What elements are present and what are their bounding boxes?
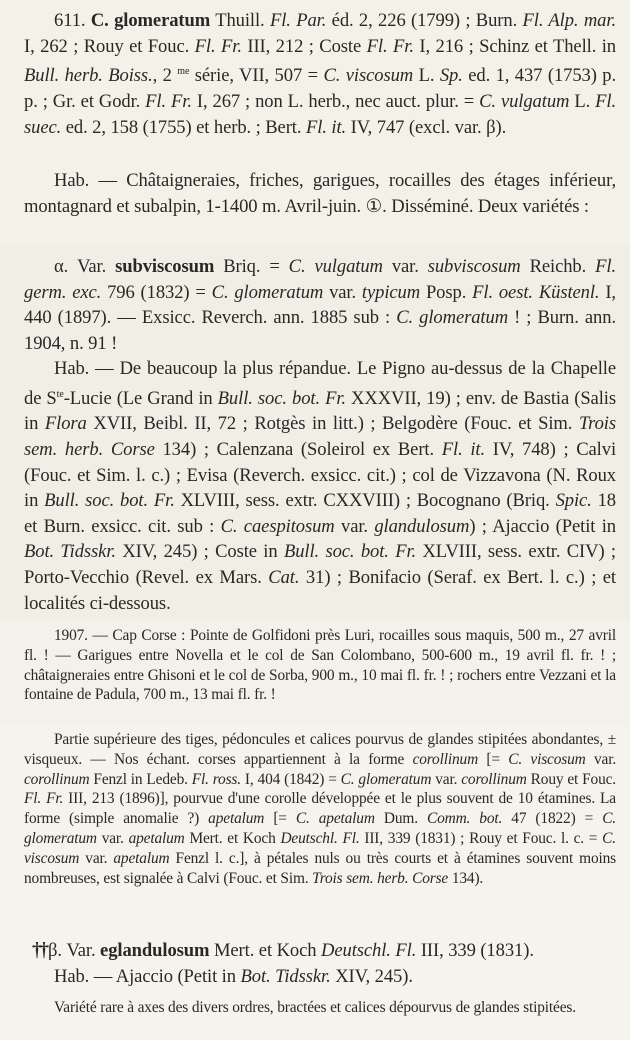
variety-beta-paragraph: †† β. Var. eglandulosum Mert. et Koch Deutschl. Fl. III, 339 (1831). [32, 939, 534, 961]
forms-note: Partie supérieure des tiges, pédoncules et calices pourvus de glandes stipitées abondantes, ± visqueux. — Nos échant. corses appartiennent à la forme corollinum [= C. viscosum var. corollinum Fenzl in Ledeb. Fl. ross. I, 404 (1842) = C. glomeratum var. corollinum Rouy et Fouc. Fl. Fr. III, 213 (1896)], pourvue d'une corolle développée et le plus souvent de 10 étamines. La forme (simple anomalie ?) apetalum [= C. apetalum Dum. Comm. bot. 47 (1822) = C. glomeratum var. apetalum Mert. et Koch Deutschl. Fl. III, 339 (1831) ; Rouy et Fouc. l. c. = C. viscosum var. apetalum Fenzl l. c.], à pétales nuls ou très courts et à étamines souvent moins nombreuses, est signalée à Calvi (Fouc. et Sim. Trois sem. herb. Corse 134). [24, 731, 617, 887]
observations-1907: 1907. — Cap Corse : Pointe de Golfidoni près Luri, rocailles sous maquis, 500 m., 27 avril fl. ! — Garigues entre Novella et le col de San Colombano, 500-600 m., 19 avril fl. fr. ! ; châtaigneraies entre Ghisoni et le col de Sorba, 900 m., 10 mai fl. fr. ! ; rochers entre Vezzani et la fontaine de Padula, 700 m., 13 mai fl. fr. ! [24, 627, 616, 704]
variety-alpha-paragraph: α. Var. subviscosum Briq. = C. vulgatum var. subviscosum Reichb. Fl. germ. exc. 796 (1832) = C. glomeratum var. typicum Posp. Fl. oest. Küstenl. I, 440 (1897). — Exsicc. Reverch. ann. 1885 sub : C. glomeratum ! ; Burn. ann. 1904, n. 91 ! [24, 256, 616, 354]
variety-beta-habitat: Hab. — Ajaccio (Petit in Bot. Tidsskr. XIV, 245). [54, 966, 413, 987]
double-dagger-mark: †† [32, 939, 48, 961]
variety-beta-note: Variété rare à axes des divers ordres, bractées et calices dépourvus de glandes stipitées. [54, 999, 576, 1016]
habitat-paragraph: Hab. — Châtaigneraies, friches, garigues, rocailles des étages inférieur, montagnard et subalpin, 1-1400 m. Avril-juin. ①. Disséminé. Deux variétés : [24, 170, 616, 217]
variety-alpha-habitat: Hab. — De beaucoup la plus répandue. Le Pigno au-dessus de la Chapelle de $S^{te}$-Lucie (Le Grand in Bull. soc. bot. Fr. XXXVII, 19) ; env. de Bastia (Salis in Flora XVII, Beibl. II, 72 ; Rotgès in litt.) ; Belgodère (Fouc. et Sim. Trois sem. herb. Corse 134) ; Calenzana (Soleirol ex Bert. Fl. it. IV, 748) ; Calvi (Fouc. et Sim. l. c.) ; Evisa (Reverch. exsicc. cit.) ; col de Vizzavona (N. Roux in Bull. soc. bot. Fr. XLVIII, sess. extr. CXXVIII) ; Bocognano (Briq. Spic. 18 et Burn. exsicc. cit. sub : C. caespitosum var. glandulosum) ; Ajaccio (Petit in Bot. Tidsskr. XIV, 245) ; Coste in Bull. soc. bot. Fr. XLVIII, sess. extr. CIV) ; Porto-Vecchio (Revel. ex Mars. Cat. 31) ; Bonifacio (Seraf. ex Bert. l. c.) ; et localités ci-dessous. [24, 358, 617, 614]
species-entry-611: 611. C. glomeratum Thuill. Fl. Par. éd. 2, 226 (1799) ; Burn. Fl. Alp. mar. I, 262 ; Rouy et Fouc. Fl. Fr. III, 212 ; Coste Fl. Fr. I, 216 ; Schinz et Thell. in Bull. herb. Boiss., 2 $^{me}$ série, VII, 507 = C. viscosum L. Sp. ed. 1, 437 (1753) p. p. ; Gr. et Godr. Fl. Fr. I, 267 ; non L. herb., nec auct. plur. = C. vulgatum L. Fl. suec. ed. 2, 158 (1755) et herb. ; Bert. Fl. it. IV, 747 (excl. var. β). [24, 10, 617, 138]
